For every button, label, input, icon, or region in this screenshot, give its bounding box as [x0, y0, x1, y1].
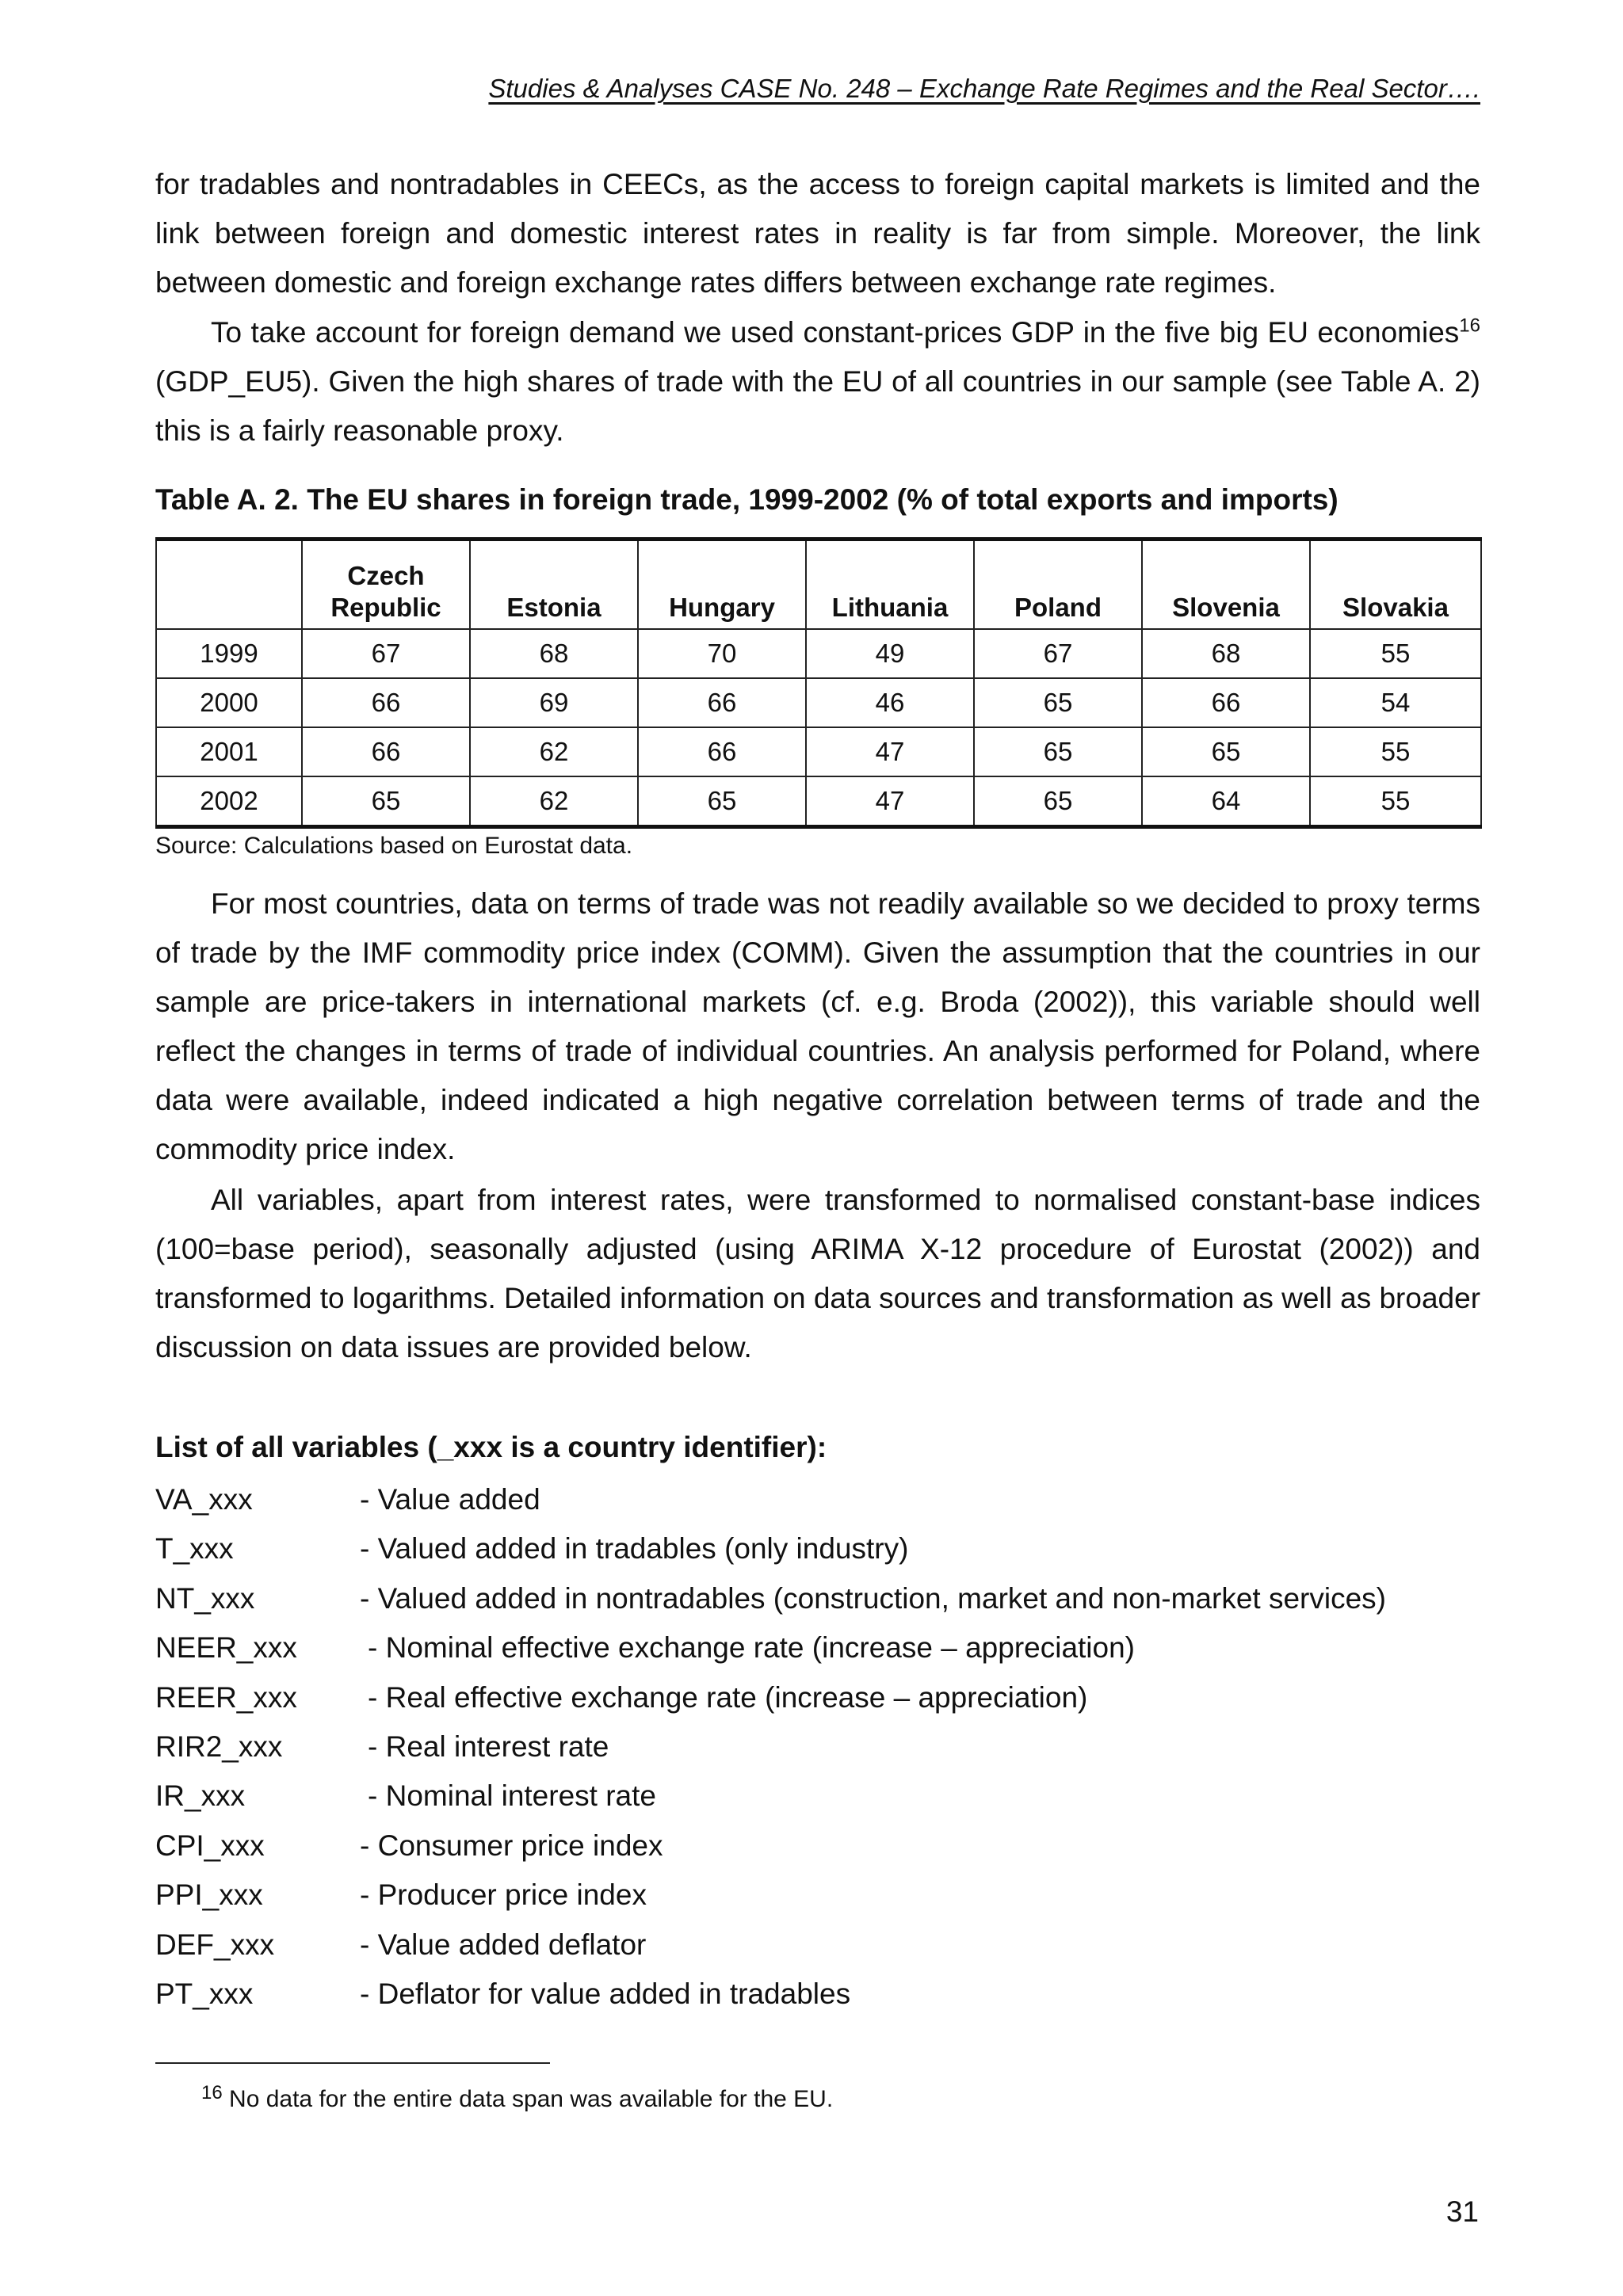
column-header: [156, 540, 302, 630]
paragraph-text: (GDP_EU5). Given the high shares of trade with the EU of all countries in our sample (see Table A. 2) this is a fairly reasonable proxy.: [155, 365, 1480, 447]
footnote: [201, 2082, 833, 2117]
variable-description: - Real interest rate: [368, 1730, 609, 1763]
variable-name: RIR2_xxx: [155, 1730, 283, 1763]
footnote-separator: [155, 2062, 550, 2064]
variable-description: - Real effective exchange rate (increase – appreciation): [368, 1680, 1088, 1714]
list-item: [155, 1574, 1480, 1623]
variable-description: - Producer price index: [360, 1878, 647, 1912]
table-cell: 66: [638, 727, 806, 776]
year-cell: 2002: [156, 776, 302, 827]
table-source-note: Source: Calculations based on Eurostat data.: [155, 833, 633, 859]
table-row: [156, 629, 1481, 678]
eu-trade-shares-table: [155, 537, 1482, 829]
variable-description: - Value added deflator: [360, 1928, 647, 1961]
variable-name: REER_xxx: [155, 1680, 297, 1714]
variable-name: PPI_xxx: [155, 1878, 263, 1912]
table-cell: 66: [302, 678, 470, 727]
table-row: [156, 776, 1481, 827]
table-cell: 47: [806, 776, 974, 827]
variable-name: NEER_xxx: [155, 1631, 297, 1665]
table-cell: 62: [470, 727, 638, 776]
list-item: [155, 1623, 1480, 1672]
variable-description: - Valued added in tradables (only industry): [360, 1532, 909, 1566]
paragraph-text: All variables, apart from interest rates, were transformed to normalised constant-base indices (100=base period), seasonally adjusted (using ARIMA X-12 procedure of Eurostat (2002)) and transformed to logarithms. Detailed information on data sources and transformation as well as broader discussion on data issues are provided below.: [155, 1184, 1481, 1363]
year-cell: 1999: [156, 629, 302, 678]
variable-description: - Valued added in nontradables (construction, market and non-market services): [360, 1581, 1386, 1615]
table-cell: 65: [974, 678, 1142, 727]
table-cell: 67: [974, 629, 1142, 678]
list-item: [155, 1722, 1480, 1772]
table-cell: 64: [1142, 776, 1310, 827]
variable-name: VA_xxx: [155, 1483, 253, 1516]
table-row: [156, 678, 1481, 727]
table-cell: 47: [806, 727, 974, 776]
list-item: [155, 1821, 1480, 1871]
paragraph-text: For most countries, data on terms of trade was not readily available so we decided to proxy terms of trade by the IMF commodity price index (COMM). Given the assumption that the countries in our sample are price-takers in international markets (cf. e.g. Broda (2002)), this variable should well reflect the changes in terms of trade of individual countries. An analysis performed for Poland, where data were available, indeed indicated a high negative correlation between terms of trade and the commodity price index.: [155, 887, 1480, 1165]
table-cell: 62: [470, 776, 638, 827]
table-cell: 70: [638, 629, 806, 678]
footnote-number: 16: [201, 2082, 223, 2103]
column-header: Poland: [974, 540, 1142, 630]
variable-description: - Nominal effective exchange rate (increase – appreciation): [368, 1631, 1135, 1665]
table-cell: 65: [974, 776, 1142, 827]
table-cell: 65: [302, 776, 470, 827]
column-header: Estonia: [470, 540, 638, 630]
variable-description: - Deflator for value added in tradables: [360, 1977, 851, 2010]
table-header-row: [156, 540, 1481, 630]
table-cell: 66: [1142, 678, 1310, 727]
year-cell: 2000: [156, 678, 302, 727]
list-item: [155, 1475, 1480, 1524]
footnote-reference[interactable]: 16: [1459, 315, 1480, 337]
table-cell: 55: [1310, 776, 1481, 827]
table-caption: Table A. 2. The EU shares in foreign trade, 1999-2002 (% of total exports and imports): [155, 483, 1338, 516]
column-header: Slovakia: [1310, 540, 1481, 630]
variable-name: IR_xxx: [155, 1779, 246, 1813]
table-cell: 67: [302, 629, 470, 678]
table-cell: 65: [638, 776, 806, 827]
list-item: [155, 1920, 1480, 1970]
variable-list-title: List of all variables (_xxx is a country identifier):: [155, 1431, 827, 1463]
year-cell: 2001: [156, 727, 302, 776]
column-header: Czech Republic: [302, 540, 470, 630]
footnote-text: No data for the entire data span was available for the EU.: [229, 2086, 834, 2112]
variable-description: - Nominal interest rate: [368, 1779, 656, 1813]
table-cell: 46: [806, 678, 974, 727]
column-header: Lithuania: [806, 540, 974, 630]
table-cell: 55: [1310, 629, 1481, 678]
list-item: [155, 1772, 1480, 1821]
table-cell: 68: [470, 629, 638, 678]
paragraph-text: To take account for foreign demand we used constant-prices GDP in the five big EU economies: [211, 316, 1460, 349]
table-cell: 66: [638, 678, 806, 727]
paragraph-foreign-demand: [155, 308, 1480, 456]
list-item: [155, 1524, 1480, 1573]
variable-name: CPI_xxx: [155, 1829, 265, 1862]
variable-name: PT_xxx: [155, 1977, 254, 2010]
table-cell: 69: [470, 678, 638, 727]
paragraph-transformations: [155, 1176, 1480, 1372]
variable-description: - Value added: [360, 1483, 540, 1516]
table-cell: 49: [806, 629, 974, 678]
variable-name: NT_xxx: [155, 1581, 255, 1615]
variable-name: DEF_xxx: [155, 1928, 275, 1961]
variable-description: - Consumer price index: [360, 1829, 663, 1862]
running-header: Studies & Analyses CASE No. 248 – Exchange Rate Regimes and the Real Sector….: [488, 74, 1480, 103]
paragraph-interest-rates: for tradables and nontradables in CEECs, as the access to foreign capital markets is limited and the link between foreign and domestic interest rates in reality is far from simple. Moreover, the link between domestic and foreign exchange rates differs between exchange rate regimes.: [155, 168, 1480, 299]
table-cell: 55: [1310, 727, 1481, 776]
table-cell: 66: [302, 727, 470, 776]
list-item: [155, 1871, 1480, 1920]
column-header: Slovenia: [1142, 540, 1310, 630]
table-cell: 65: [1142, 727, 1310, 776]
page-number: 31: [1445, 2195, 1479, 2228]
paragraph-terms-of-trade: [155, 879, 1480, 1174]
list-item: [155, 1970, 1480, 2019]
variable-list: [155, 1475, 1480, 2019]
table-cell: 68: [1142, 629, 1310, 678]
column-header: Hungary: [638, 540, 806, 630]
variable-name: T_xxx: [155, 1532, 234, 1566]
list-item: [155, 1673, 1480, 1722]
table-row: [156, 727, 1481, 776]
table-cell: 65: [974, 727, 1142, 776]
table-cell: 54: [1310, 678, 1481, 727]
